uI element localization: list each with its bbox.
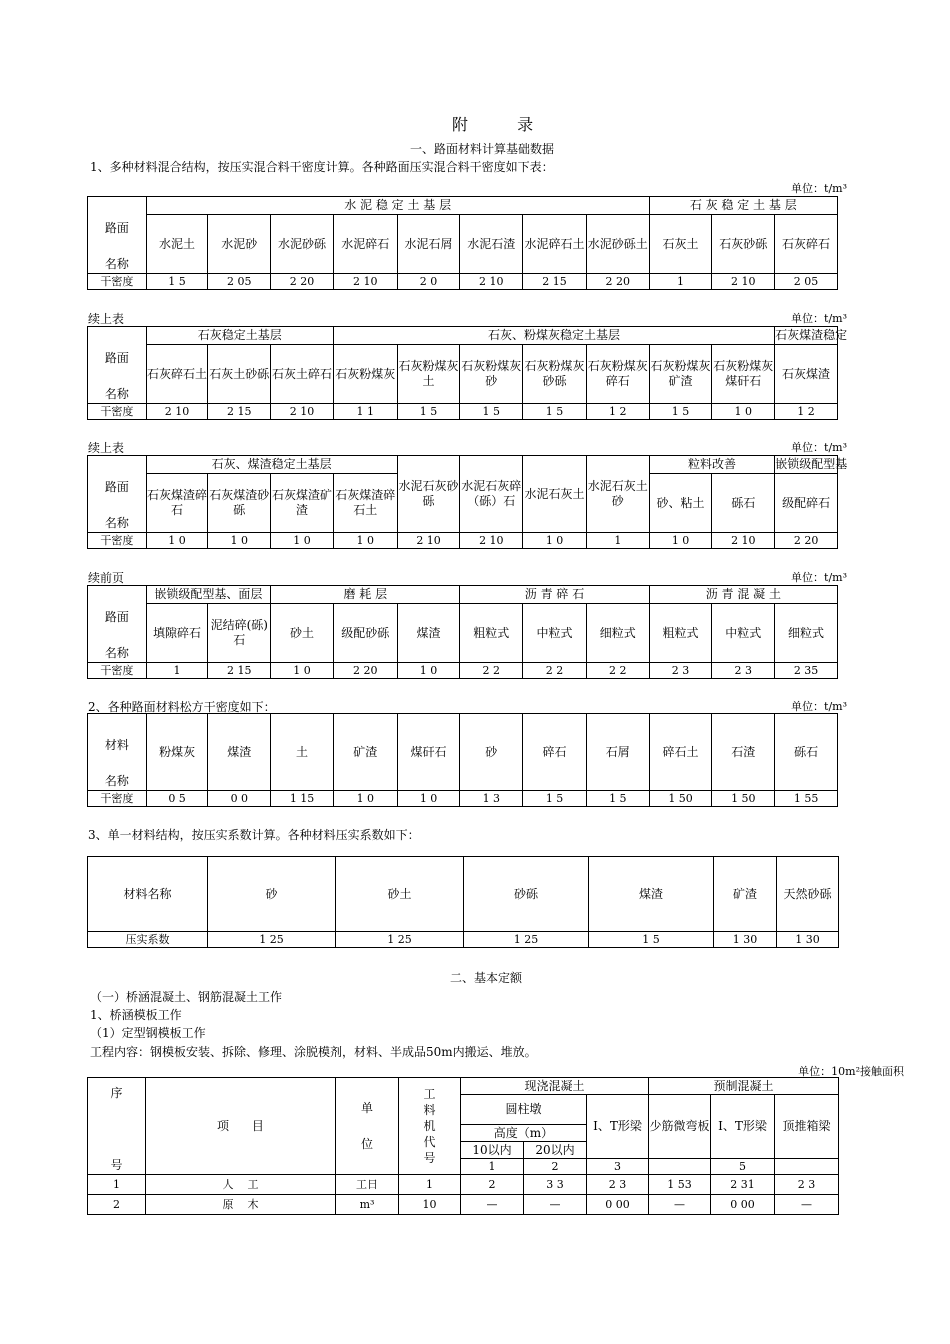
- col-header: 砾石: [775, 714, 838, 791]
- col-header: 煤渣: [397, 604, 460, 663]
- col-header: Ⅰ、T形梁: [711, 1095, 775, 1159]
- row-value: 1 53: [649, 1175, 711, 1195]
- density-value: 1 0: [208, 533, 271, 549]
- col-header: 中粒式: [523, 604, 587, 663]
- section1-title: 一、路面材料计算基础数据: [410, 142, 555, 156]
- col-header: 粉煤灰: [146, 714, 208, 791]
- density-value: 2 20: [586, 274, 649, 290]
- density-label: 干密度: [88, 791, 147, 807]
- row-value: 2 31: [711, 1175, 775, 1195]
- density-value: 1 55: [775, 791, 838, 807]
- col-header: 砂土: [336, 857, 464, 932]
- density-value: 2 15: [208, 663, 271, 679]
- item-header: 项 目: [146, 1078, 336, 1175]
- density-value: 2 15: [523, 274, 587, 290]
- density-value: 2 10: [397, 533, 460, 549]
- group-header: 嵌锁级配型基、面层: [146, 586, 270, 604]
- col-header: 石灰煤渣碎石土: [333, 474, 397, 533]
- coef-value: 1 25: [336, 932, 464, 948]
- group-header: 水 泥 稳 定 土 基 层: [146, 197, 649, 215]
- quota-table: [87, 1077, 839, 1215]
- density-value: 2 15: [208, 404, 271, 420]
- density-value: 2 2: [460, 663, 523, 679]
- unit-header: 单 位: [336, 1078, 399, 1175]
- col-header: 石灰碎石土: [146, 345, 208, 404]
- col-number: [775, 1159, 839, 1175]
- density-value: 1 0: [397, 791, 460, 807]
- coef-value: 1 25: [208, 932, 336, 948]
- density-value: 1 5: [397, 404, 460, 420]
- subheading: （一）桥涵混凝土、钢筋混凝土工作: [90, 990, 283, 1004]
- density-value: 1 5: [460, 404, 523, 420]
- seq-header: 序 号: [88, 1078, 146, 1175]
- density-value: 2 20: [333, 663, 397, 679]
- col-header: 石灰煤渣碎石: [146, 474, 208, 533]
- col-header: 矿渣: [714, 857, 777, 932]
- col-header: 石灰粉煤灰碎石: [586, 345, 649, 404]
- group-header: 石灰稳定土基层: [146, 327, 333, 345]
- density-value: 1 5: [523, 404, 587, 420]
- item3-text: 3、单一材料结构，按压实系数计算。各种材料压实系数如下：: [88, 828, 420, 842]
- col-header: 水泥碎石土: [523, 215, 587, 274]
- col-header: 石灰土砂砾: [208, 345, 271, 404]
- col-number: 3: [587, 1159, 649, 1175]
- row-header: 路面 名称: [88, 197, 147, 274]
- group-header: 粒料改善: [649, 456, 775, 474]
- coef-value: 1 5: [589, 932, 714, 948]
- density-value: 1 50: [649, 791, 712, 807]
- col-header: 水泥石渣: [460, 215, 523, 274]
- continued-prev-label: 续前页: [88, 571, 125, 585]
- density-value: 2 10: [460, 533, 523, 549]
- row-unit: 工日: [336, 1175, 399, 1195]
- density-value: 2 2: [523, 663, 587, 679]
- col-header: 水泥砂: [208, 215, 271, 274]
- appendix-title: 附 录: [452, 115, 556, 134]
- col-header: 砂土: [271, 604, 334, 663]
- col-header: 石灰煤渣: [775, 345, 838, 404]
- group-header: 高度（m）: [461, 1125, 587, 1142]
- col-header: 石灰粉煤灰砂: [460, 345, 523, 404]
- group-header: 沥 青 混 凝 土: [649, 586, 837, 604]
- col-header: 级配碎石: [775, 474, 838, 533]
- unit-label: 单位：t/m³: [791, 312, 847, 325]
- col-header: 少筋微弯板: [649, 1095, 711, 1159]
- col-header: 石灰碎石: [775, 215, 838, 274]
- group-header: 石灰煤渣稳定: [775, 327, 838, 345]
- col-header: 水泥石灰砂砾: [397, 456, 460, 533]
- density-value: 1 0: [271, 533, 334, 549]
- row-value: —: [524, 1195, 587, 1215]
- col-header: 砂、粘土: [649, 474, 712, 533]
- col-number: 5: [711, 1159, 775, 1175]
- unit-label: 单位：t/m³: [791, 571, 847, 584]
- col-header: 石灰粉煤灰砂砾: [523, 345, 587, 404]
- density-value: 2 10: [712, 533, 775, 549]
- density-value: 1 0: [333, 533, 397, 549]
- density-value: 1 5: [649, 404, 712, 420]
- density-value: 1: [586, 533, 649, 549]
- density-table-3: [87, 455, 848, 549]
- density-value: 2 10: [333, 274, 397, 290]
- density-value: 1 15: [271, 791, 334, 807]
- row-value: 2 3: [775, 1175, 839, 1195]
- col-header: 煤矸石: [397, 714, 460, 791]
- density-value: 2 20: [775, 533, 838, 549]
- row-value: —: [775, 1195, 839, 1215]
- row-header: 路面 名称: [88, 586, 147, 663]
- col-number: 1: [461, 1159, 524, 1175]
- density-value: 1 1: [333, 404, 397, 420]
- density-label: 干密度: [88, 533, 147, 549]
- density-value: 2 10: [271, 404, 334, 420]
- group-header: 圆柱墩: [461, 1095, 587, 1125]
- group-header: 预制混凝土: [649, 1078, 839, 1095]
- col-number: 2: [524, 1159, 587, 1175]
- col-header: 石灰土碎石: [271, 345, 334, 404]
- col-header: 顶推箱梁: [775, 1095, 839, 1159]
- density-value: 0 5: [146, 791, 208, 807]
- density-table-4: [87, 585, 838, 679]
- density-value: 1: [146, 663, 208, 679]
- col-header: 石灰粉煤灰土: [397, 345, 460, 404]
- loose-density-table: [87, 713, 838, 807]
- col-header: 石灰粉煤灰矿渣: [649, 345, 712, 404]
- group-header: 石 灰 稳 定 土 基 层: [649, 197, 837, 215]
- density-value: 2 05: [208, 274, 271, 290]
- col-header: 碎石: [523, 714, 587, 791]
- coef-value: 1 25: [464, 932, 589, 948]
- density-value: 2 10: [146, 404, 208, 420]
- row-seq: 2: [88, 1195, 146, 1215]
- density-value: 0 0: [208, 791, 271, 807]
- col-header: 碎石土: [649, 714, 712, 791]
- density-value: 1 50: [712, 791, 775, 807]
- group-header: 沥 青 碎 石: [460, 586, 649, 604]
- col-header: 煤渣: [208, 714, 271, 791]
- density-value: 2 3: [649, 663, 712, 679]
- col-header: 水泥石灰碎（砾）石: [460, 456, 523, 533]
- col-header: 级配砂砾: [333, 604, 397, 663]
- density-value: 1 5: [586, 791, 649, 807]
- col-header: 细粒式: [775, 604, 838, 663]
- col-header: 石灰砂砾: [712, 215, 775, 274]
- density-value: 1 5: [523, 791, 587, 807]
- density-value: 2 05: [775, 274, 838, 290]
- row-seq: 1: [88, 1175, 146, 1195]
- density-value: 2 20: [271, 274, 334, 290]
- unit-label: 单位：t/m³: [791, 700, 847, 713]
- col-header: 矿渣: [333, 714, 397, 791]
- col-header: 泥结碎(砾)石: [208, 604, 271, 663]
- group-header: 石灰、粉煤灰稳定土基层: [333, 327, 774, 345]
- group-header: 石灰、煤渣稳定土基层: [146, 456, 397, 474]
- row-value: 3 3: [524, 1175, 587, 1195]
- section2-title: 二、基本定额: [450, 971, 523, 985]
- row-header: 路面 名称: [88, 456, 147, 533]
- col-header: 石灰煤渣砂砾: [208, 474, 271, 533]
- density-label: 干密度: [88, 274, 147, 290]
- row-item: 原 木: [146, 1195, 336, 1215]
- density-table-2: [87, 326, 848, 420]
- col-header: 水泥石灰土: [523, 456, 587, 533]
- subheading: （1）定型钢模板工作: [90, 1026, 206, 1040]
- col-header: 石灰粉煤灰: [333, 345, 397, 404]
- continued-label: 续上表: [88, 441, 125, 455]
- col-header: Ⅰ、T形梁: [587, 1095, 649, 1159]
- density-value: 1 2: [775, 404, 838, 420]
- col-header: 石灰煤渣矿渣: [271, 474, 334, 533]
- density-value: 1 0: [271, 663, 334, 679]
- coef-label: 压实系数: [88, 932, 208, 948]
- item1-text: 1、多种材料混合结构，按压实混合料干密度计算。各种路面压实混合料干密度如下表：: [90, 160, 554, 174]
- continued-label: 续上表: [88, 312, 125, 326]
- density-value: 1 0: [333, 791, 397, 807]
- density-value: 2 35: [775, 663, 838, 679]
- density-value: 1 5: [146, 274, 208, 290]
- row-value: —: [461, 1195, 524, 1215]
- row-value: —: [649, 1195, 711, 1215]
- density-value: 1 2: [586, 404, 649, 420]
- density-table-1: [87, 196, 838, 290]
- row-header: 材料 名称: [88, 714, 147, 791]
- compaction-table: [87, 856, 839, 948]
- col-header: 石渣: [712, 714, 775, 791]
- density-value: 1 3: [460, 791, 523, 807]
- col-header: 水泥土: [146, 215, 208, 274]
- col-header: 粗粒式: [460, 604, 523, 663]
- density-value: 1: [649, 274, 712, 290]
- row-unit: m³: [336, 1195, 399, 1215]
- density-value: 1 0: [649, 533, 712, 549]
- density-value: 2 10: [712, 274, 775, 290]
- col-header: 煤渣: [589, 857, 714, 932]
- col-header: 中粒式: [712, 604, 775, 663]
- density-label: 干密度: [88, 404, 147, 420]
- row-item: 人 工: [146, 1175, 336, 1195]
- col-header: 水泥石灰土砂: [586, 456, 649, 533]
- col-header: 水泥石屑: [397, 215, 460, 274]
- col-header: 细粒式: [586, 604, 649, 663]
- col-header: 土: [271, 714, 334, 791]
- coef-value: 1 30: [777, 932, 839, 948]
- density-value: 1 0: [523, 533, 587, 549]
- col-header: 石屑: [586, 714, 649, 791]
- density-value: 2 2: [586, 663, 649, 679]
- code-header: 工料机代号: [399, 1078, 461, 1175]
- col-header: 水泥砂砾: [271, 215, 334, 274]
- col-header: 石灰粉煤灰煤矸石: [712, 345, 775, 404]
- row-value: 0 00: [587, 1195, 649, 1215]
- coef-value: 1 30: [714, 932, 777, 948]
- unit-label: 单位：t/m³: [791, 182, 847, 195]
- row-value: 0 00: [711, 1195, 775, 1215]
- col-header: 材料名称: [88, 857, 208, 932]
- col-header: 水泥碎石: [333, 215, 397, 274]
- group-header: 现浇混凝土: [461, 1078, 649, 1095]
- col-header: 砾石: [712, 474, 775, 533]
- density-value: 1 0: [397, 663, 460, 679]
- item2-text: 2、各种路面材料松方干密度如下：: [88, 700, 276, 714]
- density-value: 1 0: [712, 404, 775, 420]
- work-content: 工程内容：钢模板安装、拆除、修理、涂脱模剂，材料、半成品50m内搬运、堆放。: [90, 1045, 537, 1059]
- row-header: 路面 名称: [88, 327, 147, 404]
- density-value: 2 0: [397, 274, 460, 290]
- row-value: 2 3: [587, 1175, 649, 1195]
- col-header: 10以内: [461, 1142, 524, 1159]
- col-header: 砂砾: [464, 857, 589, 932]
- group-header: 嵌锁级配型基: [775, 456, 838, 474]
- col-header: 水泥砂砾土: [586, 215, 649, 274]
- density-value: 2 3: [712, 663, 775, 679]
- unit-label: 单位：t/m³: [791, 441, 847, 454]
- row-code: 10: [399, 1195, 461, 1215]
- col-header: 填隙碎石: [146, 604, 208, 663]
- col-header: 砂: [208, 857, 336, 932]
- col-number: [649, 1159, 711, 1175]
- col-header: 天然砂砾: [777, 857, 839, 932]
- density-label: 干密度: [88, 663, 147, 679]
- row-value: 2: [461, 1175, 524, 1195]
- col-header: 砂: [460, 714, 523, 791]
- unit-label: 单位：10m²接触面积: [798, 1065, 904, 1078]
- density-value: 2 10: [460, 274, 523, 290]
- col-header: 粗粒式: [649, 604, 712, 663]
- group-header: 磨 耗 层: [271, 586, 460, 604]
- density-value: 1 0: [146, 533, 208, 549]
- subheading: 1、桥涵模板工作: [90, 1008, 182, 1022]
- col-header: 石灰土: [649, 215, 712, 274]
- col-header: 20以内: [524, 1142, 587, 1159]
- row-code: 1: [399, 1175, 461, 1195]
